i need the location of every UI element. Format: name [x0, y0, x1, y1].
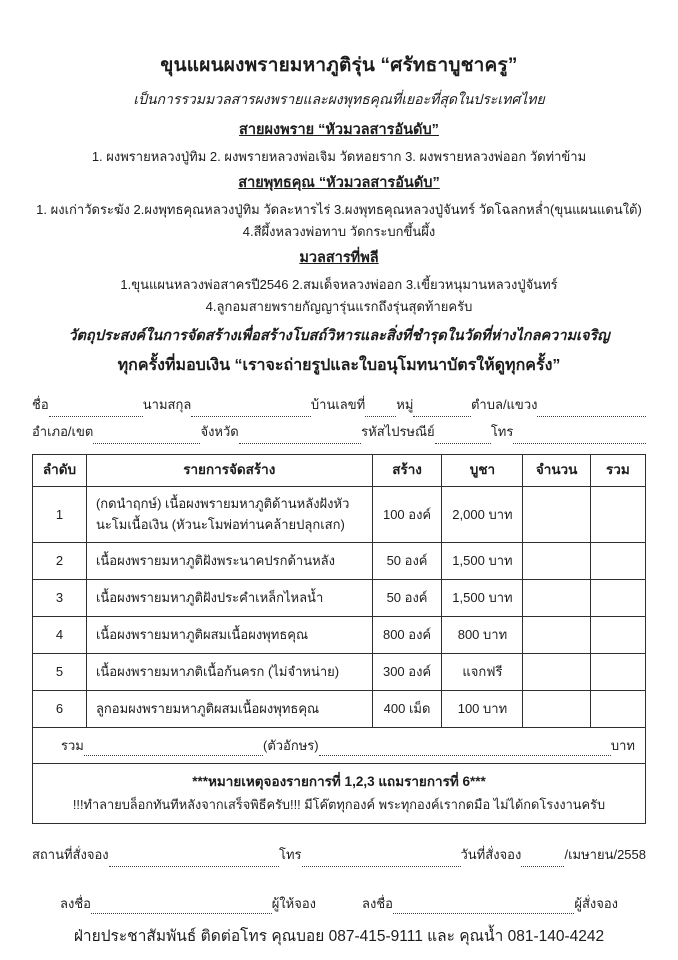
surname-field [191, 403, 311, 417]
name-field [49, 403, 143, 417]
order-place-label: สถานที่สั่งจอง [32, 846, 109, 862]
row-made: 400 เม็ด [372, 690, 442, 727]
section-phutthakhun [32, 171, 646, 243]
promo-note: ***หมายเหตุจองรายการที่ 1,2,3 แถมรายการที่ 6*** [192, 773, 486, 789]
purpose-statement: วัตถุประสงค์ในการจัดสร้างเพื่อสร้างโบสถ์วิหารและสิ่งที่ชำรุดในวัดที่ห่างไกลความเจริญ [68, 328, 610, 345]
row-qty-cell [523, 486, 590, 542]
order-phone-field [302, 853, 461, 867]
row-qty-cell [523, 579, 590, 616]
contact-line: ฝ่ายประชาสัมพันธ์ ติดต่อโทร คุณบอย 087-415-9111 และ คุณน้ำ 081-140-4242 [73, 927, 605, 945]
col-header-item: รายการจัดสร้าง [86, 454, 372, 486]
row-made: 100 องค์ [372, 486, 442, 542]
section-line: 1.ขุนแผนหลวงพ่อสาครปี2546 2.สมเด็จหลวงพ่ออก 3.เขี้ยวหนุมานหลวงปู่จันทร์ [120, 277, 558, 293]
signature-left [60, 893, 316, 914]
table-row [33, 542, 646, 579]
row-total-cell [590, 486, 645, 542]
col-header-made: สร้าง [372, 454, 442, 486]
total-amount-field [84, 742, 263, 756]
page-title: ขุนแผนผงพรายมหาภูติรุ่น “ศรัทธาบูชาครู” [160, 55, 518, 76]
signer-right-label: ผู้สั่งจอง [574, 895, 618, 911]
row-price: 800 บาท [442, 616, 523, 653]
moo-field [413, 403, 471, 417]
customer-info-row-2 [32, 421, 646, 444]
house-no-field [365, 403, 396, 417]
row-price: 2,000 บาท [442, 486, 523, 542]
baht-unit-label: บาท [610, 737, 635, 753]
postcode-field [435, 430, 491, 444]
table-row [33, 579, 646, 616]
province-label: จังหวัด [200, 424, 239, 439]
row-no: 6 [33, 690, 87, 727]
order-place-field [109, 853, 279, 867]
row-total-cell [590, 616, 645, 653]
col-header-no: ลำดับ [33, 454, 87, 486]
name-label: ชื่อ [32, 397, 49, 413]
moo-label: หมู่ [396, 397, 414, 413]
signature-right-field [393, 900, 574, 914]
row-price: แจกฟรี [442, 653, 523, 690]
col-header-total: รวม [590, 454, 645, 486]
order-phone-label: โทร [278, 846, 302, 862]
total-line [61, 735, 635, 756]
row-total-cell [590, 653, 645, 690]
signer-left-label: ผู้ให้จอง [271, 895, 316, 911]
section-line: 4.ลูกอมสายพรายกัญญารุ่นแรกถึงรุ่นสุดท้ายครับ [205, 299, 473, 315]
section-heading: มวลสารที่พลี [299, 250, 379, 267]
total-in-words-field [319, 742, 611, 756]
row-item: เนื้อผงพรายมหาภูติฝังประคำเหล็กไหลน้ำ [86, 579, 372, 616]
row-qty-cell [523, 690, 590, 727]
mold-destroy-note: !!!ทำลายบล็อกทันทีหลังจากเสร็จพิธีครับ!!! มีโค๊ตทุกองค์ พระทุกองค์เรากดมือ ไม่ได้กดโรงงานครับ [72, 797, 606, 813]
order-date-field [521, 853, 564, 867]
row-total-cell [590, 542, 645, 579]
table-row [33, 486, 646, 542]
phone-label: โทร [490, 424, 514, 439]
table-total-row [33, 727, 646, 763]
row-total-cell [590, 690, 645, 727]
table-row [33, 616, 646, 653]
section-line: 1. ผงเก่าวัดระฆัง 2.ผงพุทธคุณหลวงปู่ทิม วัดละหารไร่ 3.ผงพุทธคุณหลวงปู่จันทร์ วัดโฉลกหล่ำ(ขุนแผนแดนใต้) [36, 202, 642, 218]
row-total-cell [590, 579, 645, 616]
row-item: เนื้อผงพรายมหาภูติผสมเนื้อผงพุทธคุณ [86, 616, 372, 653]
customer-info-row-1 [32, 394, 646, 417]
province-field [239, 430, 361, 444]
row-price: 1,500 บาท [442, 542, 523, 579]
row-made: 300 องค์ [372, 653, 442, 690]
customer-info-block [32, 394, 646, 444]
surname-label: นามสกุล [142, 397, 192, 413]
row-made: 50 องค์ [372, 579, 442, 616]
row-no: 2 [33, 542, 87, 579]
col-header-qty: จำนวน [523, 454, 590, 486]
row-no: 4 [33, 616, 87, 653]
sign-label: ลงชื่อ [60, 895, 91, 911]
row-qty-cell [523, 653, 590, 690]
postcode-label: รหัสไปรษณีย์ [361, 424, 435, 439]
district-label: อำเภอ/เขต [32, 424, 94, 439]
subdistrict-label: ตำบล/แขวง [470, 397, 538, 413]
row-no: 3 [33, 579, 87, 616]
order-meta-row [32, 844, 646, 867]
section-phong-phrai [32, 118, 646, 168]
signature-left-field [91, 900, 272, 914]
col-header-price: บูชา [442, 454, 523, 486]
section-line: 1. ผงพรายหลวงปู่ทิม 2. ผงพรายหลวงพ่อเจิม วัดหอยราก 3. ผงพรายหลวงพ่ออก วัดท่าข้าม [91, 149, 587, 164]
table-notes-row [33, 763, 646, 823]
row-item: เนื้อผงพรายมหาภติเนื้อก้นครก (ไม่จำหน่าย) [86, 653, 372, 690]
section-heading: สายผงพราย “หัวมวลสารอันดับ” [239, 122, 439, 138]
row-qty-cell [523, 542, 590, 579]
row-made: 50 องค์ [372, 542, 442, 579]
row-item: ลูกอมผงพรายมหาภูติผสมเนื้อผงพุทธคุณ [86, 690, 372, 727]
row-item: เนื้อผงพรายมหาภูติฝังพระนาคปรกด้านหลัง [86, 542, 372, 579]
page-subtitle: เป็นการรวมมวลสารผงพรายและผงพุทธคุณที่เยอะที่สุดในประเทศไทย [133, 91, 545, 107]
house-no-label: บ้านเลขที่ [310, 397, 366, 413]
section-line: 4.สีผึ้งหลวงพ่อทาบ วัดกระบกขึ้นผึ้ง [242, 224, 436, 240]
total-in-words-label: (ตัวอักษร) [262, 737, 319, 753]
order-date-label: วันที่สั่งจอง [460, 846, 522, 862]
phone-field [513, 430, 646, 444]
subdistrict-field [537, 403, 646, 417]
row-no: 1 [33, 486, 87, 542]
table-row [33, 653, 646, 690]
order-date-suffix: /เมษายน/2558 [564, 846, 646, 862]
sign-label: ลงชื่อ [362, 895, 393, 911]
total-label: รวม [61, 737, 84, 753]
order-table [32, 454, 646, 824]
signature-row [32, 893, 646, 914]
row-price: 100 บาท [442, 690, 523, 727]
section-muansan-thi-phli [32, 246, 646, 318]
row-no: 5 [33, 653, 87, 690]
district-field [93, 430, 200, 444]
row-qty-cell [523, 616, 590, 653]
table-row [33, 690, 646, 727]
row-item: (กดนำฤกษ์) เนื้อผงพรายมหาภูติด้านหลังฝังหัวนะโมเนื้อเงิน (หัวนะโมพ่อท่านคล้ายปลุกเสก) [86, 486, 372, 542]
signature-right [362, 893, 618, 914]
row-price: 1,500 บาท [442, 579, 523, 616]
order-table-header-row [33, 454, 646, 486]
section-heading: สายพุทธคุณ “หัวมวลสารอันดับ” [238, 175, 440, 192]
pledge-statement: ทุกครั้งที่มอบเงิน “เราจะถ่ายรูปและใบอนุโมทนาบัตรให้ดูทุกครั้ง” [117, 356, 561, 374]
row-made: 800 องค์ [372, 616, 442, 653]
